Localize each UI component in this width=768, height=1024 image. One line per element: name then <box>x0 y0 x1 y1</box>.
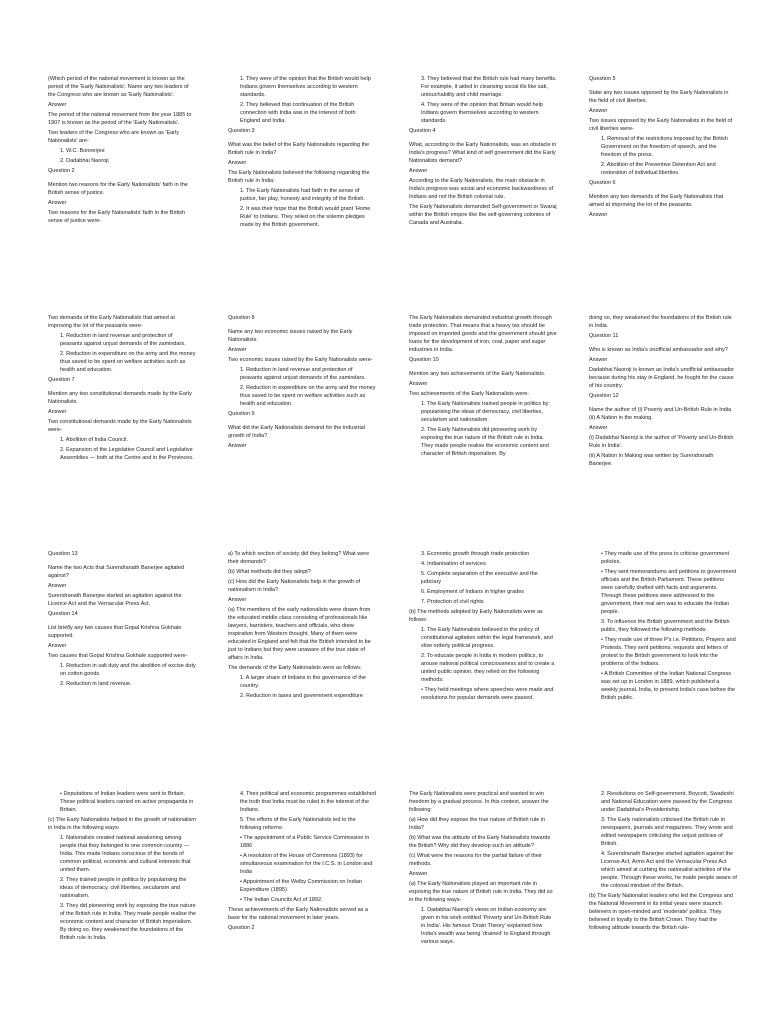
text-line: • The appointment of a Public Service Commission in 1886 <box>240 835 370 849</box>
text-line: (c) What were the reasons for the partial failure of their methods. <box>409 853 542 867</box>
text-line: Dadabhai Naoroji is known as India's unofficial ambassador because during his stay in England, he fought for the cause of his country. <box>589 367 734 389</box>
text-line: 2. Reduction in taxes and government expenditure <box>240 693 363 699</box>
page-thumbnail-p9 <box>48 550 196 690</box>
text-line: 2. Abolition of the Preventive Detention Act and restoration of individual liberties. <box>601 162 716 176</box>
page-thumbnail-p13 <box>48 790 196 944</box>
text-line: 4. Surendranath Banerjee started agitation against the License Act, Arms Act and the Vernacular Press Act which aimed at curbing the nationalist activities of the people. Through these works, he made people aware of the colonial mindset of the British. <box>601 851 737 889</box>
text-line: Answer <box>228 347 247 353</box>
text-line: Mention two reasons for the Early Nationalists' faith in the British sense of justice. <box>48 182 188 196</box>
text-line: Question 2 <box>48 168 75 174</box>
text-line: 1. A larger share of Indians in the governance of the country. <box>240 675 366 689</box>
text-line: • The Indian Councils Act of 1892. <box>240 897 323 903</box>
text-line: 3. The Early nationalists criticised the British rule in newspapers, journals and magazines. They wrote and edited newspapers criticising the unjust policies of British. <box>601 817 733 847</box>
page-thumbnail-p7 <box>409 314 557 460</box>
text-line: Mention any two demands of the Early Nationalists that aimed at improving the lot of the peasants. <box>589 194 724 208</box>
text-line: 1. Reduction in land revenue and protection of peasants against unjust demands of the zamindars. <box>60 333 186 347</box>
page-thumbnail-p16 <box>589 790 737 934</box>
text-line: Question 8 <box>228 315 255 321</box>
text-line: Answer <box>228 597 247 603</box>
text-line: 7. Protection of civil rights <box>421 599 484 605</box>
text-line: Two achievements of the Early Nationalists were- <box>409 391 530 397</box>
text-line: (c) How did the Early Nationalists help in the growth of nationalism in India? <box>228 579 361 593</box>
text-line: 3. They did pioneering work by exposing the true nature of the British rule in India. They made people realise the economic content and character of British imperialism. By doing so, they weakened the foundations of the British rule in India. <box>60 903 196 941</box>
text-line: 1. Dadabhai Naoroji's views on Indian economy are given in his work entitled 'Poverty and Un-British Rule in India'. His famous 'Drain Theory' explained how India's wealth was being 'drained' to England through various ways. <box>421 907 552 945</box>
text-line: doing so, they weakened the foundations of the British rule in India. <box>589 315 732 329</box>
text-line: 1. Removal of the restrictions imposed by the British Government on the freedom of speech, and the freedom of the press. <box>601 136 728 158</box>
text-line: 1. They were of the opinion that the British would help Indians govern themselves according to western standards. <box>240 76 371 98</box>
text-line: Two issues opposed by the Early Nationalists in the field of civil liberties were- <box>589 118 733 132</box>
text-line: (a) The Early Nationalists played an important role in exposing the true nature of British rule in India. They did so in the following ways- <box>409 881 553 903</box>
text-line: (a) The members of the early nationalists were drawn from the educated middle class consisting of professionals like lawyers, barristers, teachers and officials, who drew inspiration from Western thought. Many of them were educated in England and felt that the British intended to be just to Indians but they were unaware of the true state of affairs in India. <box>228 607 371 661</box>
text-line: Two demands of the Early Nationalists that aimed at improving the lot of the peasants were- <box>48 315 175 329</box>
text-line: 3. They believed that the British rule had many benefits. For example, it aided in cleansing social ills like sati, untouchability and child marriage. <box>421 76 557 98</box>
text-line: Name any two economic issues raised by the Early Nationalists. <box>228 329 353 343</box>
text-line: 5. The efforts of the Early Nationalists led to the following reforms: <box>240 817 356 831</box>
text-line: Two leaders of the Congress who are known as 'Early Nationalists' are- <box>48 130 179 144</box>
text-line: • Deputations of Indian leaders were sent to Britain. These political leaders carried on active propaganda in Britain. <box>60 791 194 813</box>
text-line: 1. The Early Nationalists believed in the policy of constitutional agitation within the legal framework, and slow orderly political progress. <box>421 627 553 649</box>
text-line: • They held meetings where speeches were made and resolutions for popular demands were passed. <box>421 687 554 701</box>
text-line: Answer <box>48 409 67 415</box>
text-line: What did the Early Nationalists demand for the industrial growth of India? <box>228 425 365 439</box>
text-line: Answer <box>589 425 608 431</box>
text-line: Mention any two constitutional demands made by the Early Nationalists. <box>48 391 192 405</box>
text-line: (i) Dadabhai Naoroji is the author of 'Poverty and Un-British Rule in India'. <box>589 435 734 449</box>
text-line: The demands of the Early Nationalists were as follows: <box>228 665 362 671</box>
text-line: Surendranath Banerjee started an agitation against the Licence Act and the Vernacular Press Act. <box>48 593 182 607</box>
text-line: Question 9 <box>228 411 255 417</box>
text-line: (b) The methods adopted by Early Nationalists were as follows: <box>409 609 543 623</box>
text-line: 2. The Early Nationalists did pioneering work by exposing the true nature of the British rule in India. They made people realise the economic content and character of British imperialism. By <box>421 427 549 457</box>
text-line: 2. They trained people in politics by popularising the ideas of democracy, civil liberties, secularism and nationalism. <box>60 877 187 899</box>
text-line: Answer <box>589 108 608 114</box>
text-line: 5. Complete separation of the executive and the judiciary <box>421 571 538 585</box>
text-line: Answer <box>589 357 608 363</box>
text-line: Two constitutional demands made by the Early Nationalists were- <box>48 419 192 433</box>
page-thumbnail-p4 <box>589 75 737 221</box>
text-line: Question 12 <box>589 393 619 399</box>
text-line: a) To which section of society did they belong? What were their demands? <box>228 551 370 565</box>
text-line: Two causes that Gopal Krishna Gokhale supported were- <box>48 653 188 659</box>
text-line: Name the two Acts that Surendranath Banerjee agitated against? <box>48 565 185 579</box>
text-line: Answer <box>409 168 428 174</box>
text-line: Question 10 <box>409 357 439 363</box>
text-line: 2. Reduction in land revenue. <box>60 681 132 687</box>
text-line: 2. Resolutions on Self-government, Boycott, Swadeshi and National Education were passed by the Congress under Dadabhai's Presidentship. <box>601 791 734 813</box>
page-thumbnail-p14 <box>228 790 376 934</box>
page-thumbnail-p10 <box>228 550 376 702</box>
text-line: 3. To influence the British government and the British public, they followed the following methods: <box>601 619 730 633</box>
text-line: • They made use of three P's i.e. Petitions, Prayers and Protests. They sent petitions, requests and letters of protest to the British government to look into the problems of the Indians. <box>601 637 736 667</box>
page-thumbnail-p11 <box>409 550 557 704</box>
text-line: Question 2 <box>228 925 255 931</box>
text-line: The Early Nationalists believed the following regarding the British rule in India: <box>228 170 370 184</box>
text-line: The Early Nationalists demanded industrial growth through trade protection. That means that a heavy tax should be imposed on imported goods and the government should give loans for the development of iron, coal, paper and sugar industries in India. <box>409 315 557 353</box>
text-line: Two economic issues raised by the Early Nationalists were- <box>228 357 373 363</box>
text-line: Question 7 <box>48 377 75 383</box>
page-thumbnail-p5 <box>48 314 196 464</box>
text-line: (a) How did they expose the true nature of British rule in India? <box>409 817 546 831</box>
text-line: Who is known as India's unofficial ambassador and why? <box>589 347 728 353</box>
text-line: 1. Nationalists created national awakening among people that they belonged to one common country — India. This made Indians conscious of the bonds of common political, economic and cultural interests that united them. <box>60 835 191 873</box>
text-line: • A British Committee of the Indian National Congress was set up in London in 1889, which published a weekly journal, India, to present India's case before the British public. <box>601 671 736 701</box>
page-thumbnail-p3 <box>409 75 557 229</box>
text-line: List briefly any two causes that Gopal Krishna Gokhale supported. <box>48 625 182 639</box>
page-thumbnail-p12 <box>589 550 737 704</box>
text-line: Two reasons for the Early Nationalists' faith in the British sense of justice were- <box>48 210 186 224</box>
text-line: 2. To educate people in India in modern politics, to arouse national political consciousness and to create a united public opinion, they relied on the following methods: <box>421 653 555 683</box>
text-line: 1. Reduction in salt duty and the abolition of excise duty on cotton goods. <box>60 663 196 677</box>
text-line: 2. Expansion of the Legislative Council and Legislative Assemblies — both at the Centre and in the Provinces. <box>60 447 194 461</box>
text-line: Answer <box>589 212 608 218</box>
text-line: 1. Reduction in land revenue and protection of peasants against unjust demands of the zamindars. <box>240 367 366 381</box>
text-line: (b) What was the attitude of the Early Nationalists towards the British? Why did they develop such an attitude? <box>409 835 551 849</box>
text-line: 2. Reduction in expenditure on the army and the money thus saved to be spent on welfare activities such as health and education. <box>60 351 196 373</box>
text-line: Answer <box>409 871 428 877</box>
text-line: 6. Employment of Indians in higher grades <box>421 589 525 595</box>
text-line: 2. It was their hope that the British would grant 'Home Rule' to Indians. They relied on the solemn pledges made by the British government. <box>240 206 371 228</box>
text-line: These achievements of the Early Nationalists served as a base for the national movement in later years. <box>228 907 369 921</box>
text-line: 4. They were of the opinion that Britain would help Indians govern themselves according to western standards. <box>421 102 543 124</box>
text-line: 1. W.C. Bonnerjee <box>60 148 105 154</box>
text-line: Answer <box>48 583 67 589</box>
text-line: Answer <box>228 160 247 166</box>
page-thumbnail-p8 <box>589 314 737 470</box>
text-line: • Appointment of the Welby Commission on Indian Expenditure (1895) <box>240 879 362 893</box>
text-line: • They sent memorandums and petitions to government officials and the British Parliament. These petitions were carefully drafted with facts and arguments. Through these petitions were addressed to the government, their real aim was to educate the Indian people. <box>601 569 737 615</box>
text-line: 2. They believed that continuation of the British connection with India was in the interest of both England and India. <box>240 102 356 124</box>
text-line: Question 14 <box>48 611 78 617</box>
text-line: The period of the national movement from the year 1885 to 1907 is known as the period of the 'Early Nationalists'. <box>48 112 192 126</box>
page-thumbnail-p2 <box>228 75 376 231</box>
text-line: Question 11 <box>589 333 619 339</box>
text-line: 1. The Early Nationalists trained people in politics by popularising the ideas of democracy, civil liberties, secularism and nationalism. <box>421 401 549 423</box>
text-line: Mention any two achievements of the Early Nationalists. <box>409 371 546 377</box>
text-line: Question 4 <box>409 128 436 134</box>
text-line: The Early Nationalists were practical and wanted to win freedom by a gradual process. In this context, answer the following: <box>409 791 549 813</box>
text-line: (b) What methods did they adopt? <box>228 569 311 575</box>
text-line: Answer <box>48 102 67 108</box>
text-line: 2. Reduction in expenditure on the army and the money thus saved to be spent on welfare activities such as health and education. <box>240 385 376 407</box>
text-line: Question 5 <box>589 76 616 82</box>
text-line: Name the author of (i) Poverty and Un-British Rule in India (ii) A Nation in the making. <box>589 407 732 421</box>
text-line: Answer <box>48 643 67 649</box>
page-thumbnail-p1 <box>48 75 196 227</box>
text-line: (ii) A Nation in Making was written by Surendranath Banerjee. <box>589 453 714 467</box>
text-line: State any two issues opposed by the Early Nationalists in the field of civil liberties. <box>589 90 729 104</box>
text-line: Question 3 <box>228 128 255 134</box>
text-line: 4. Indianisation of services <box>421 561 486 567</box>
text-line: 1. The Early Nationalists had faith in the sense of justice, fair play, honesty and integrity of the British. <box>240 188 365 202</box>
page-thumbnail-p6 <box>228 314 376 452</box>
text-line: Question 13 <box>48 551 78 557</box>
text-line: What, according to the Early Nationalists, was an obstacle in India's progress? What kind of self government did the Early Nationalists demand? <box>409 142 557 164</box>
text-line: According to the Early Nationalists, the main obstacle in India's progress was social and economic backwardness of Indians and not the British colonial rule. <box>409 178 554 200</box>
text-line: (Which period of the national movement is known as the period of the 'Early Nationalists'. Name any two leaders of the Congress who are known as 'Early Nationalists'. <box>48 76 189 98</box>
text-line: Answer <box>409 381 428 387</box>
text-line: The Early Nationalists demanded Self-government or Swaraj within the British empire like the self-governing colonies of Canada and Australia. <box>409 204 557 226</box>
page-thumbnail-p15 <box>409 790 557 948</box>
text-line: • They made use of the press to criticise government policies. <box>601 551 730 565</box>
text-line: 1. Abolition of India Council. <box>60 437 128 443</box>
text-line: 4. Their political and economic programmes established the truth that India must be ruled in the interest of the Indians. <box>240 791 376 813</box>
text-line: What was the belief of the Early Nationalists regarding the British rule in India? <box>228 142 370 156</box>
text-line: Answer <box>48 200 67 206</box>
text-line: Question 6 <box>589 180 616 186</box>
text-line: • A resolution of the House of Commons (1893) for simultaneous examination for the I.C.S. in London and India <box>240 853 373 875</box>
text-line: Answer <box>228 443 247 449</box>
text-line: (c) The Early Nationalists helped in the growth of nationalism in India in the following ways- <box>48 817 196 831</box>
text-line: 3. Economic growth through trade protection <box>421 551 530 557</box>
text-line: 2. Dadabhai Naoroji <box>60 158 109 164</box>
text-line: (b) The Early Nationalist leaders who led the Congress and the National Movement in its initial years were staunch believers in open-minded and 'moderate' politics. They believed in loyalty to the British Crown. They had the following attitude towards the British rule- <box>589 893 733 931</box>
